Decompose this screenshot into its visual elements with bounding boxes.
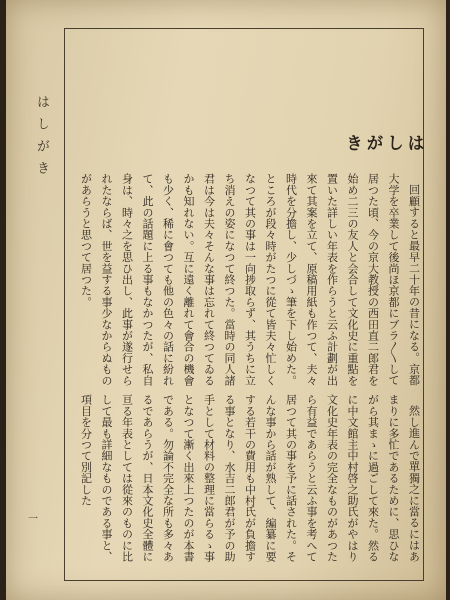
book-page	[6, 0, 446, 600]
text-frame	[64, 28, 424, 581]
preface-text	[75, 39, 424, 568]
running-head: はしがき	[34, 95, 49, 183]
page-mark: 一	[28, 514, 38, 525]
paragraph-2: 然し進んで單獨之に當るにはあまりに多忙であるために、思ひながら其まゝに過ごして來た。然るに中文館主中村啓之助氏がやはり文化史年表の完全なものがあつたら有益であらうと云ふ事を考へて居つて其の事を予に話された。そんな事から話が熟して、編纂に要する若干の費用も中村氏が負擔する事となり、水吉二郎君が予の助手として材料の整理に當らるゝ事となつて漸く出來上つたのが本書である。勿論不完全な所も多々あるであらうが、日本文化史全體に亘る年表としては從來のものに比して最も詳細なものである事と、項目を分つて別記した	[79, 393, 421, 562]
preface-heading: はしがき	[342, 134, 424, 173]
paragraph-1: 回顧すると最早二十年の昔になる。京都大学を卒業して後尚ほ京都にブラ〳〵して居つた頃、今の京大教授の西田直二郎君を始め二三の友人と会合して文化史に重點を置いた詳しい年表を作らうと云ふ計劃が出來て其案を立て、原稿用紙も作つて、夫々時代を分擔し、少しづゝ筆を下し始めた。ところが段々時がたつに從て皆夫々忙しくなつて其の事は一向捗取らず、其うちに立ち消えの姿になつて終つた。當時の同人諸君は今は夫々そんな事は忘れて終つてゐるかも知れない。互に遠く離れて會合の機會も少く、稀に會つても他の色々の話に紛れて、此の話題に上る事もなかつたが、私自身は、時々之を思ひ出し、此事が遂行せられたならば、世を益する事少なからぬものがあらうと思つて居つた。	[79, 173, 421, 386]
